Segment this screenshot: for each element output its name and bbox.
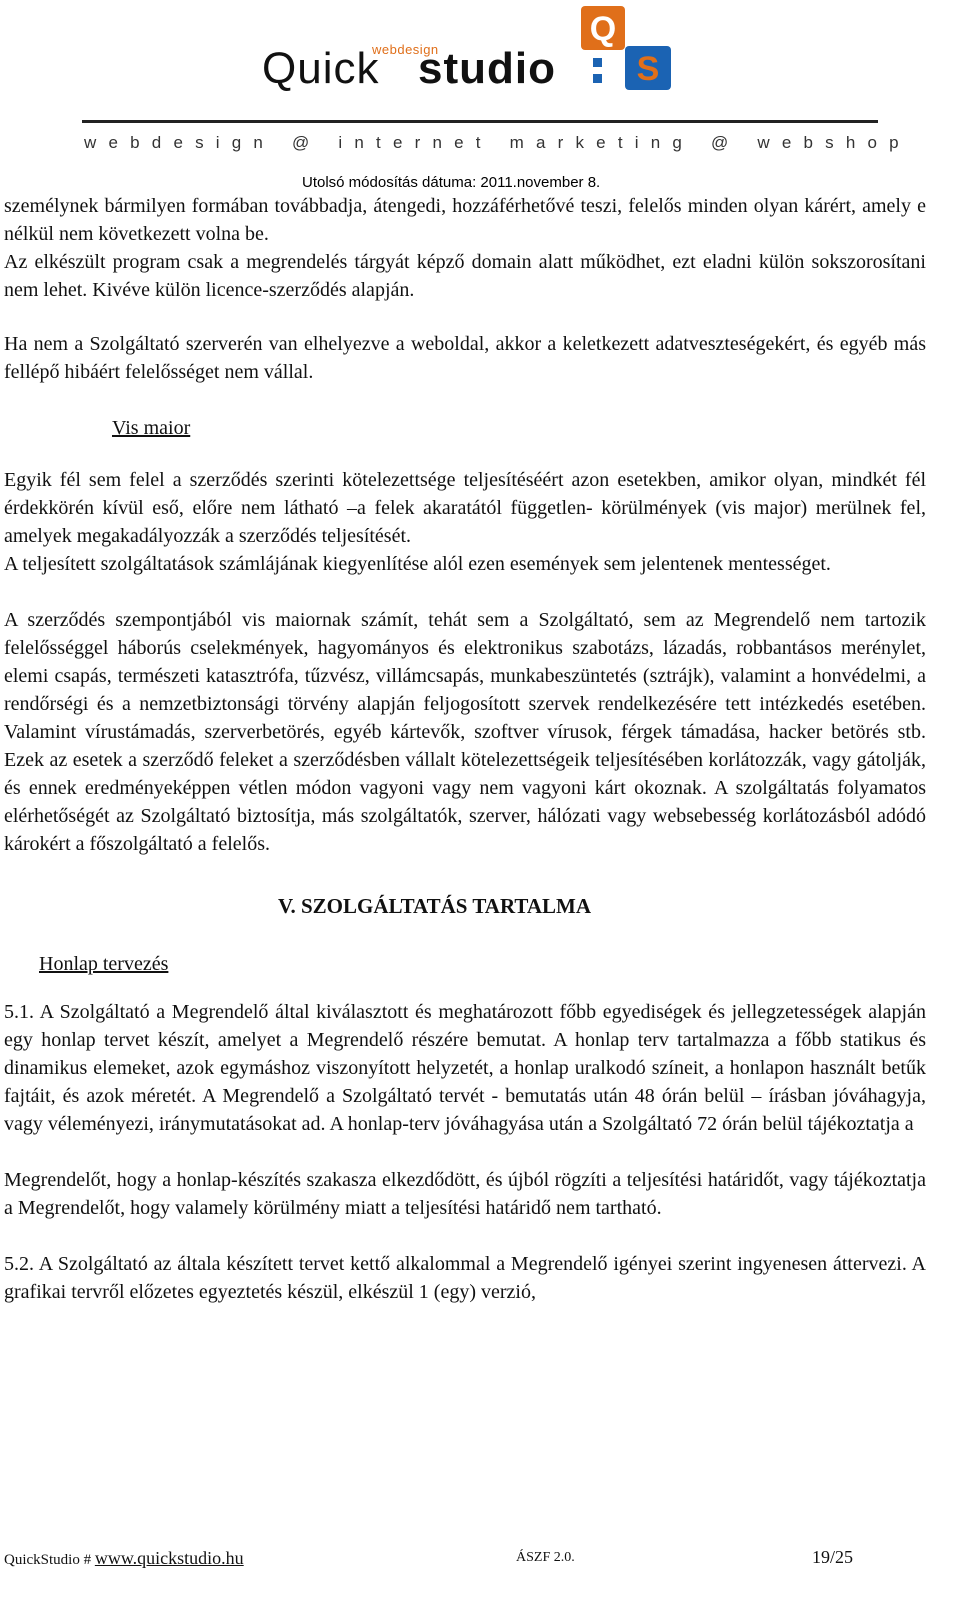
quickstudio-logo-icon xyxy=(575,4,675,96)
last-modified-date: Utolsó módosítás dátuma: 2011.november 8. xyxy=(302,174,601,191)
logo-brand-quick: Quick xyxy=(262,44,380,93)
page-header xyxy=(0,0,960,200)
paragraph: 5.1. A Szolgáltató a Megrendelő által kiválasztott és meghatározott főbb egyediségek és jellegzetességek alapján egy honlap tervet készít, amelyet a Megrendelő részére bemutat. A honlap terv tartalmazza a főbb statikus és dinamikus elemeket, azok egymáshoz viszonyított helyzetét, a honlap uralkodó színeit, a honlapon használt betűk fajtáit, és azok méretét. A Megrendelő a Szolgáltató tervét - bemutatás után 48 órán belül – írásban jóváhagyja, vagy véleményezi, iránymutatásokat ad. A honlap-terv jóváhagyása után a Szolgáltató 72 órán belül tájékoztatja a xyxy=(4,1001,926,1135)
paragraph: A szerződés szempontjából vis maiornak számít, tehát sem a Szolgáltató, sem az Megrendelő nem tartozik felelősséggel háborús cselekmények, hagyományos és elektronikus szabotázs, lázadás, robbantásos merénylet, elemi csapás, természeti katasztrófa, tűzvész, villámcsapás, munkabeszüntetés (sztrájk), valamint a honvédelmi, a rendőrségi és a nemzetbiztonsági törvény alapján feljogosított szervek rendelkezésére tett intézkedés esetében. Valamint vírustámadás, szerverbetörés, egyéb kártevők, szoftver vírusok, férgek támadása, hacker betörés stb. Ezek az esetek a szerződő feleket a szerződésben vállalt kötelezettségeik teljesítésében korlátozzák, vagy gátolják, és ennek eredményeképpen vétlen módon vagyoni vagy nem vagyoni kárt okoznak. A szolgáltatás folyamatos elérhetőségét az Szolgáltató biztosítja, más szolgáltatók, szerver, hálózati vagy websebesség korlátozásból adódó károkért a főszolgáltató a felelős. xyxy=(4,609,926,855)
footer-page-number: 19/25 xyxy=(812,1547,854,1567)
logo-brand-studio: studio xyxy=(418,44,556,93)
svg-text:Q: Q xyxy=(589,10,617,48)
paragraph: Megrendelőt, hogy a honlap-készítés szakasza elkezdődött, és újból rögzíti a teljesítési határidőt, vagy tájékoztatja a Megrendelőt, hogy valamely körülmény miatt a teljesítési határidő nem tartható. xyxy=(4,1169,926,1219)
paragraph: Ha nem a Szolgáltató szerverén van elhelyezve a weboldal, akkor a keletkezett adatveszteségekért, és egyéb más fellépő hibáért felelősséget nem vállal. xyxy=(4,333,926,383)
paragraph: A teljesített szolgáltatások számlájának kiegyenlítése alól ezen események sem jelentenek mentességet. xyxy=(4,553,831,575)
paragraph: Egyik fél sem felel a szerződés szerinti kötelezettsége teljesítéséért azon esetekben, amikor olyan, mindkét fél érdekkörén kívül eső, előre nem látható –a felek akaratától független- körülmények (vis major) merülnek fel, amelyek megakadályozzák a szerződés teljesítését. xyxy=(4,469,926,547)
page-footer xyxy=(4,1546,864,1570)
header-tagline: webdesign @ internet marketing @ webshop xyxy=(84,133,911,152)
footer-website-link[interactable]: www.quickstudio.hu xyxy=(94,1548,244,1568)
document-body xyxy=(4,192,926,1306)
header-divider xyxy=(82,120,878,123)
logo-small-label: webdesign xyxy=(372,42,439,57)
footer-brand-wrap xyxy=(4,1548,244,1569)
section-heading-honlap-tervezes: Honlap tervezés xyxy=(39,953,169,975)
paragraph: Az elkészült program csak a megrendelés tárgyát képző domain alatt működhet, ezt eladni külön sokszorosítani nem lehet. Kivéve külön licence-szerződés alapján. xyxy=(4,251,926,301)
section-heading-vis-maior: Vis maior xyxy=(112,417,191,439)
chapter-title: V. SZOLGÁLTATÁS TARTALMA xyxy=(278,894,591,918)
svg-text:S: S xyxy=(636,50,660,88)
footer-document-version: ÁSZF 2.0. xyxy=(516,1550,575,1565)
footer-brand: QuickStudio # xyxy=(4,1552,92,1568)
paragraph: személynek bármilyen formában továbbadja, átengedi, hozzáférhetővé teszi, felelős minden olyan kárért, amely e nélkül nem következett volna be. xyxy=(4,195,926,245)
paragraph: 5.2. A Szolgáltató az általa készített tervet kettő alkalommal a Megrendelő igényei szerint ingyenesen áttervezi. A grafikai tervről előzetes egyeztetés készül, elkészül 1 (egy) verzió, xyxy=(4,1253,926,1303)
